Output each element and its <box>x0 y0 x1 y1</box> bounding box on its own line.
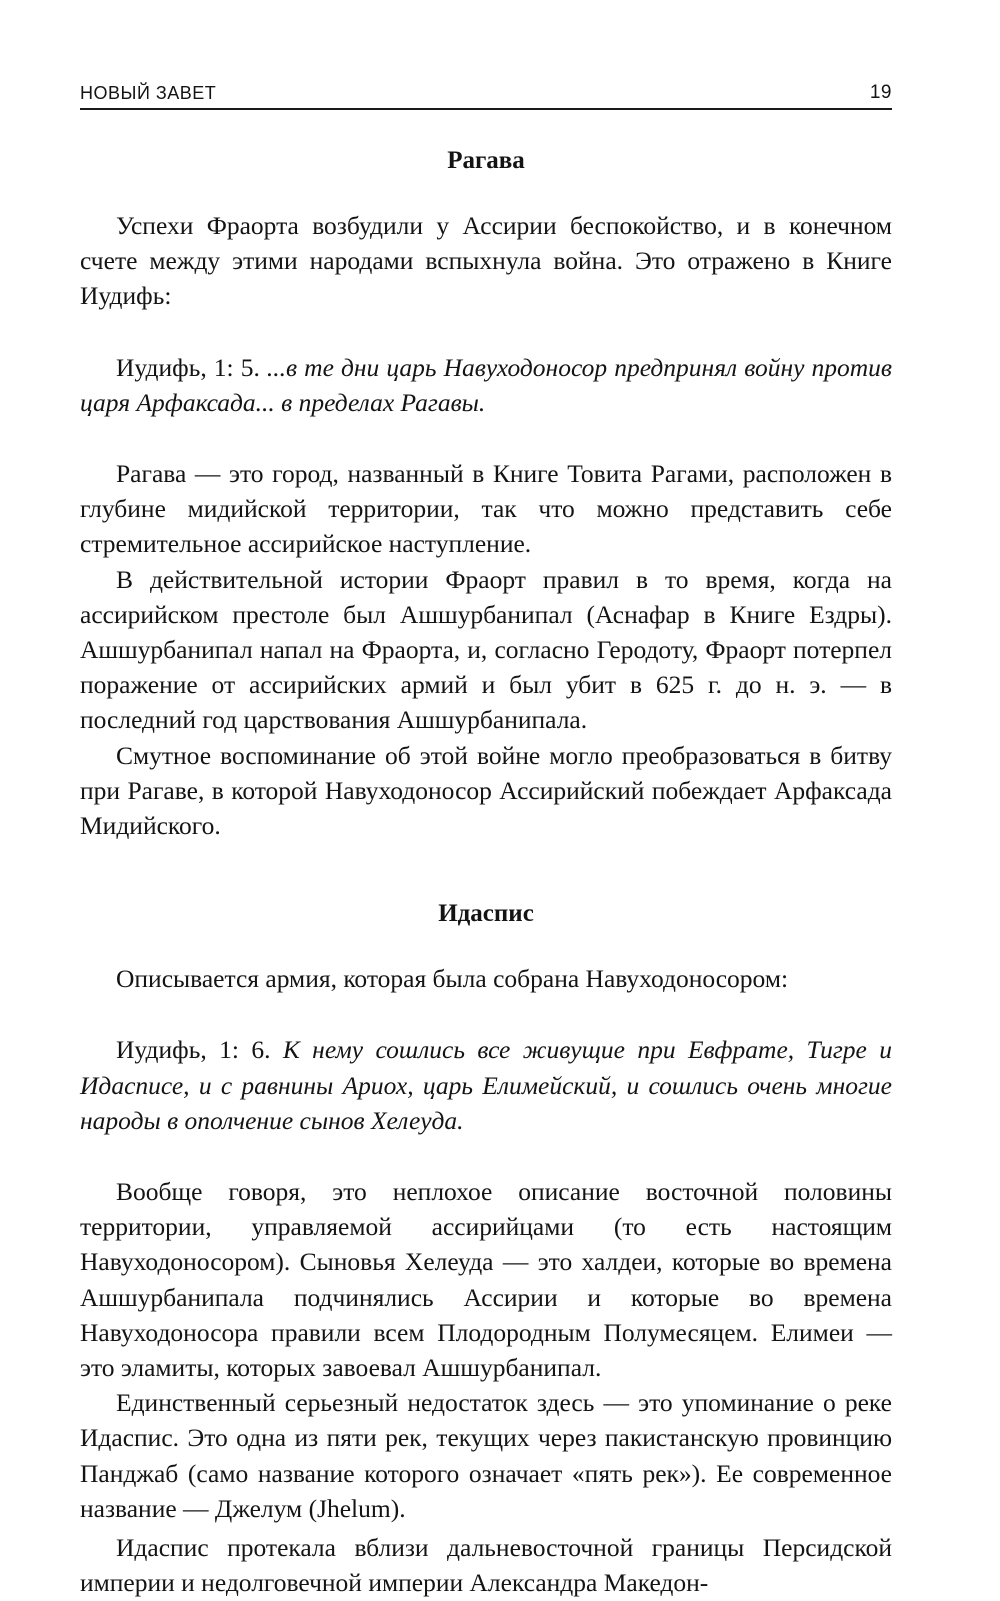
scripture-quote <box>80 1032 892 1138</box>
paragraph: Рагава — это город, названный в Книге Товита Рагами, расположен в глубине мидийской территории, так что можно представить себе стремительное ассирийское наступление. <box>80 459 892 559</box>
paragraph: Вообще говоря, это неплохое описание восточной половины территории, управляемой ассирийцами (то есть настоящим Навуходоносором). Сыновья Хелеуда — это халдеи, которые во времена Ашшурбанипала подчинялись Ассирии и которые во времена Навуходоносора правили всем Плодородным Полумесяцем. Елимеи — это эламиты, которых завоевал Ашшурбанипал. <box>80 1177 892 1383</box>
paragraph: Описывается армия, которая была собрана Навуходоносором: <box>116 964 789 994</box>
section-title-idaspis: Идаспис <box>438 900 534 928</box>
paragraph: Смутное воспоминание об этой войне могло преобразоваться в битву при Рагаве, в которой Навуходоносор Ассирийский побеждает Арфаксада Мидийского. <box>80 740 892 841</box>
paragraph: Успехи Фраорта возбудили у Ассирии беспокойство, и в конечном счете между этими народами вспыхнула война. Это отражено в Книге Иудифь: <box>80 211 892 311</box>
quote-text: ...в те дни царь Навуходоносор предпринял войну против царя Арфаксада... в пределах Рагавы. <box>80 352 893 417</box>
quote-text: К нему сошлись все живущие при Евфрате, Тигре и Идасписе, и с равнины Ариох, царь Елимейский, и сошлись очень многие народы в ополчение сынов Хелеуда. <box>80 1035 893 1135</box>
paragraph: Идаспис протекала вблизи дальневосточной границы Персидской империи и недолговечной империи Александра Македон- <box>80 1533 892 1598</box>
paragraph: В действительной истории Фраорт правил в то время, когда на ассирийском престоле был Ашшурбанипал (Аснафар в Книге Ездры). Ашшурбанипал напал на Фраорта, и, согласно Геродоту, Фраорт потерпел поражение от ассирийских армий и был убит в 625 г. до н. э. — в последний год царствования Ашшурбанипала. <box>80 564 892 735</box>
section-title-ragava: Рагава <box>447 147 525 174</box>
page-number: 19 <box>869 82 892 103</box>
quote-reference: Иудифь, 1: 5. <box>116 352 260 382</box>
book-page <box>80 80 892 1601</box>
paragraph: Единственный серьезный недостаток здесь — это упоминание о реке Идаспис. Это одна из пяти рек, текущих через пакистанскую провинцию Панджаб (само название которого означает «пять рек»). Ее современное название — Джелум (Jhelum). <box>80 1388 892 1523</box>
running-title: НОВЫЙ ЗАВЕТ <box>80 83 217 103</box>
running-header <box>80 80 892 110</box>
quote-reference: Иудифь, 1: 6. <box>116 1035 271 1065</box>
scripture-quote <box>80 350 892 420</box>
